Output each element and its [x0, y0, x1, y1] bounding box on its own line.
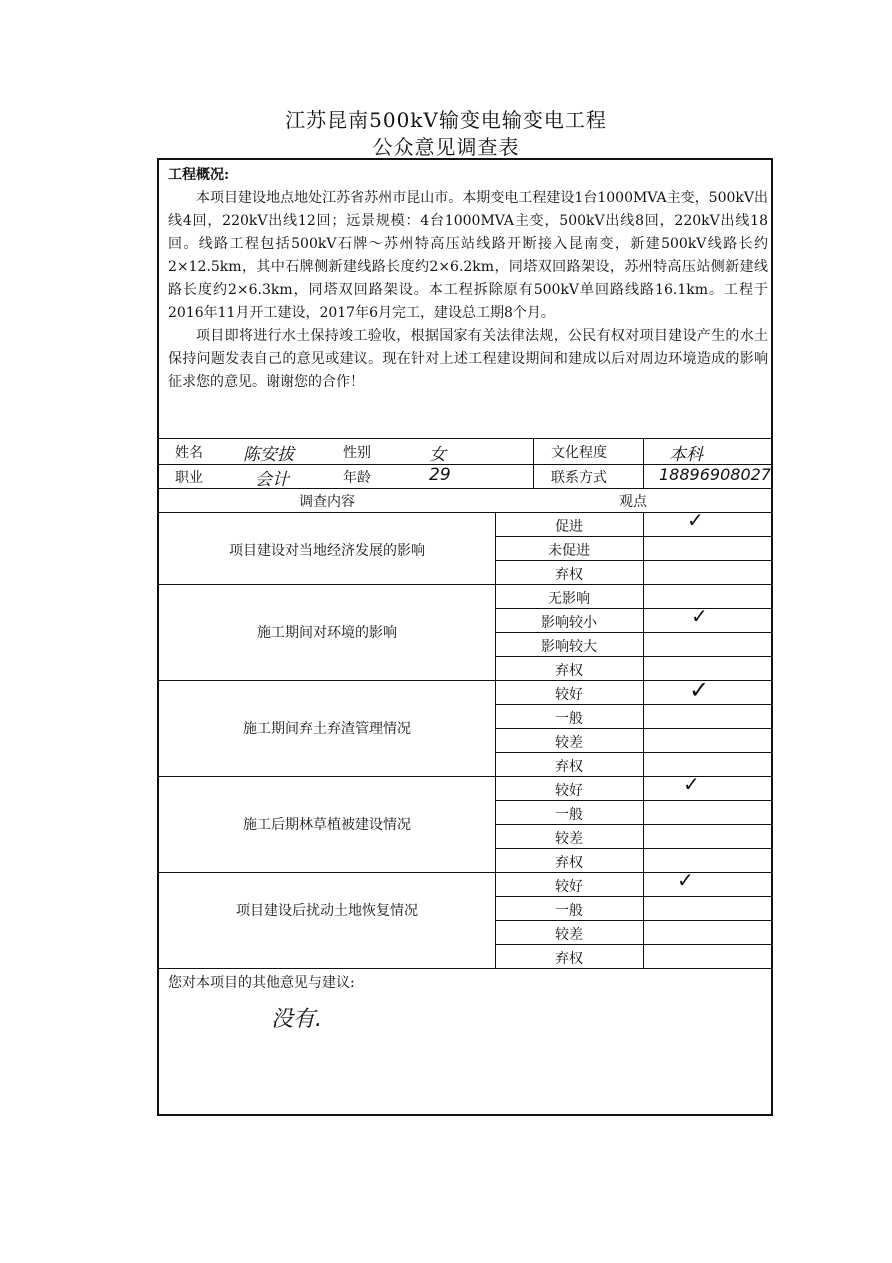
q5-check-mark: ✓ — [677, 868, 694, 892]
q1-option-2: 未促进 — [548, 543, 590, 559]
rule — [495, 920, 771, 921]
q3-option-1: 较好 — [555, 687, 583, 703]
q5-option-3: 较差 — [555, 927, 583, 943]
q2-option-3: 影响较大 — [541, 639, 597, 655]
q3-option-4: 弃权 — [555, 759, 583, 775]
age-label: 年龄 — [343, 470, 371, 486]
rule — [533, 438, 534, 488]
overview-paragraph-2: 项目即将进行水土保持竣工验收，根据国家有关法律法规，公民有权对项目建设产生的水土保持问题发表自己的意见或建议。现在针对上述工程建设期间和建成以后对周边环境造成的影响征求您的意见。谢谢您的合作！ — [168, 328, 768, 390]
q3-check-mark: ✓ — [689, 676, 710, 704]
q5-option-2: 一般 — [555, 903, 583, 919]
q5-option-1: 较好 — [555, 879, 583, 895]
project-overview — [168, 164, 768, 394]
q3-option-2: 一般 — [555, 711, 583, 727]
question-topic-4: 施工后期林草植被建设情况 — [243, 817, 411, 833]
rule — [159, 438, 771, 439]
name-label: 姓名 — [175, 445, 203, 461]
q1-option-1: 促进 — [555, 519, 583, 535]
q4-option-4: 弃权 — [555, 855, 583, 871]
rule — [159, 512, 771, 513]
gender-value: 女 — [429, 445, 446, 465]
contact-label: 联系方式 — [551, 470, 607, 486]
rule — [495, 608, 771, 609]
rule — [495, 896, 771, 897]
name-value: 陈安拔 — [243, 445, 294, 465]
rule — [495, 848, 771, 849]
rule — [159, 680, 771, 681]
occupation-value: 会计 — [255, 470, 289, 490]
remarks-value: 没有. — [271, 1007, 322, 1032]
q5-option-4: 弃权 — [555, 951, 583, 967]
q2-option-4: 弃权 — [555, 663, 583, 679]
gender-label: 性别 — [343, 445, 371, 461]
question-topic-5: 项目建设后扰动土地恢复情况 — [236, 903, 418, 919]
rule — [643, 438, 644, 488]
rule — [495, 752, 771, 753]
education-value: 本科 — [669, 445, 703, 465]
header-content: 调查内容 — [299, 494, 355, 510]
q4-option-2: 一般 — [555, 807, 583, 823]
survey-form — [157, 158, 773, 1116]
rule — [495, 704, 771, 705]
overview-heading: 工程概况: — [168, 167, 230, 183]
rule — [495, 560, 771, 561]
q3-option-3: 较差 — [555, 735, 583, 751]
rule — [159, 584, 771, 585]
rule — [495, 824, 771, 825]
occupation-label: 职业 — [175, 470, 203, 486]
question-topic-1: 项目建设对当地经济发展的影响 — [229, 543, 425, 559]
q1-option-3: 弃权 — [555, 567, 583, 583]
rule — [495, 728, 771, 729]
question-topic-3: 施工期间弃土弃渣管理情况 — [243, 721, 411, 737]
rule — [643, 512, 644, 968]
question-topic-2: 施工期间对环境的影响 — [257, 625, 397, 641]
rule — [495, 944, 771, 945]
overview-paragraph-1: 本项目建设地点地处江苏省苏州市昆山市。本期变电工程建设1台1000MVA主变，500kV出线4回，220kV出线12回；远景规模：4台1000MVA主变，500kV出线8回，220kV出线18回。线路工程包括500kV石牌～苏州特高压站线路开断接入昆南变，新建500kV线路长约2×12.5km，其中石牌侧新建线路长度约2×6.2km，同塔双回路架设，苏州特高压站侧新建线路长度约2×6.3km，同塔双回路架设。本工程拆除原有500kV单回路线路16.1km。工程于2016年11月开工建设，2017年6月完工，建设总工期8个月。 — [168, 190, 768, 321]
rule — [495, 656, 771, 657]
rule — [159, 776, 771, 777]
document-subtitle: 公众意见调查表 — [372, 135, 520, 159]
q4-option-1: 较好 — [555, 783, 583, 799]
q2-check-mark: ✓ — [691, 604, 708, 628]
q2-option-2: 影响较小 — [541, 615, 597, 631]
rule — [495, 536, 771, 537]
header-opinion: 观点 — [619, 494, 647, 510]
q2-option-1: 无影响 — [548, 591, 590, 607]
rule — [159, 968, 771, 969]
q1-check-mark: ✓ — [687, 508, 704, 532]
contact-value: 18896908027 — [659, 465, 771, 484]
document-title: 江苏昆南500kV输变电输变电工程 — [285, 108, 607, 132]
rule — [495, 800, 771, 801]
q4-check-mark: ✓ — [683, 772, 700, 796]
age-value: 29 — [429, 465, 451, 485]
remarks-label: 您对本项目的其他意见与建议: — [168, 975, 355, 991]
rule — [159, 488, 771, 489]
rule — [495, 632, 771, 633]
education-label: 文化程度 — [551, 445, 607, 461]
q4-option-3: 较差 — [555, 831, 583, 847]
